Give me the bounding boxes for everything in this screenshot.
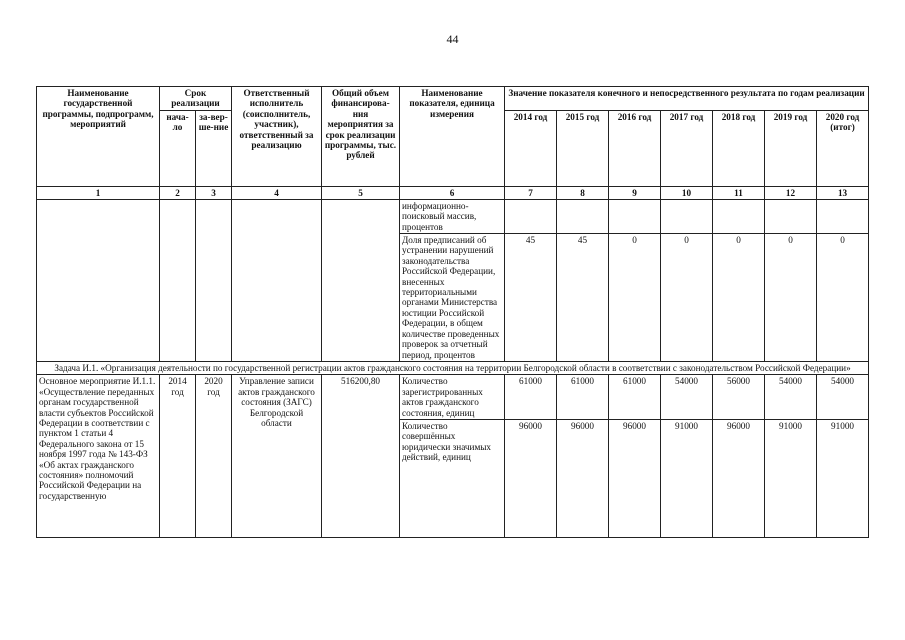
- column-number: 13: [817, 186, 869, 199]
- activity-finance: 516200,80: [322, 375, 400, 538]
- value-cell: 96000: [609, 419, 661, 537]
- value-cell: 91000: [661, 419, 713, 537]
- value-cell: 0: [817, 234, 869, 362]
- column-number: 6: [400, 186, 505, 199]
- header-responsible: Ответственный исполнитель (соисполнитель, участник), ответственный за реализацию: [232, 87, 322, 187]
- page-number: 44: [446, 32, 459, 46]
- value-cell: 0: [765, 234, 817, 362]
- value-cell: 96000: [557, 419, 609, 537]
- header-row-top: [37, 87, 869, 111]
- value-cell: 91000: [817, 419, 869, 537]
- header-end: за-вер-ше-ние: [196, 110, 232, 186]
- activity-start: 2014 год: [160, 375, 196, 538]
- value-cell: 0: [713, 234, 765, 362]
- activity-name: Основное мероприятие И.1.1. «Осуществление переданных органам государственной власти субъектов Российской Федерации в соответствии с пунктом 1 статьи 4 Федерального закона от 15 ноября 1997 года № 143-ФЗ «Об актах гражданского состояния» полномочий Российской Федерации на государственную: [37, 375, 160, 538]
- column-number: 9: [609, 186, 661, 199]
- value-cell: 0: [661, 234, 713, 362]
- header-start: нача-ло: [160, 110, 196, 186]
- header-year: 2018 год: [713, 110, 765, 186]
- value-cell: 54000: [661, 375, 713, 420]
- header-year: 2016 год: [609, 110, 661, 186]
- column-number: 3: [196, 186, 232, 199]
- column-number: 2: [160, 186, 196, 199]
- header-year: 2020 год (итог): [817, 110, 869, 186]
- activity-responsible: Управление записи актов гражданского состояния (ЗАГС) Белгородской области: [232, 375, 322, 538]
- indicators-table: [36, 86, 869, 538]
- value-cell: 0: [609, 234, 661, 362]
- header-indicator: Наименование показателя, единица измерения: [400, 87, 505, 187]
- task-title: Задача И.1. «Организация деятельности по государственной регистрации актов гражданского состояния на территории Белгородской области в соответствии с законодательством Российской Федерации»: [37, 361, 869, 374]
- value-cell: 54000: [765, 375, 817, 420]
- value-cell: 91000: [765, 419, 817, 537]
- indicator-cell: Количество совершённых юридически значимых действий, единиц: [400, 419, 505, 537]
- activity-end: 2020 год: [196, 375, 232, 538]
- column-number: 4: [232, 186, 322, 199]
- value-cell: 54000: [817, 375, 869, 420]
- indicator-cell: информационно-поисковый массив, процентов: [400, 199, 505, 233]
- task-row: [37, 361, 869, 374]
- column-number: 8: [557, 186, 609, 199]
- column-number: 10: [661, 186, 713, 199]
- header-term: Срок реализации: [160, 87, 232, 111]
- header-year: 2015 год: [557, 110, 609, 186]
- column-number-row: [37, 186, 869, 199]
- header-values-title: Значение показателя конечного и непосредственного результата по годам реализации: [505, 87, 869, 111]
- column-number: 12: [765, 186, 817, 199]
- value-cell: 61000: [557, 375, 609, 420]
- value-cell: 61000: [609, 375, 661, 420]
- value-cell: 96000: [713, 419, 765, 537]
- value-cell: 56000: [713, 375, 765, 420]
- header-finance: Общий объем финансирова-ния мероприятия за срок реализации программы, тыс. рублей: [322, 87, 400, 187]
- header-program-name: Наименование государственной программы, подпрограмм, мероприятий: [37, 87, 160, 187]
- column-number: 7: [505, 186, 557, 199]
- header-year: 2017 год: [661, 110, 713, 186]
- value-cell: 61000: [505, 375, 557, 420]
- table-row: [37, 375, 869, 420]
- table-row: [37, 199, 869, 233]
- column-number: 1: [37, 186, 160, 199]
- header-year: 2014 год: [505, 110, 557, 186]
- value-cell: 96000: [505, 419, 557, 537]
- column-number: 5: [322, 186, 400, 199]
- value-cell: 45: [505, 234, 557, 362]
- column-number: 11: [713, 186, 765, 199]
- value-cell: 45: [557, 234, 609, 362]
- indicator-cell: Количество зарегистрированных актов гражданского состояния, единиц: [400, 375, 505, 420]
- header-year: 2019 год: [765, 110, 817, 186]
- indicator-cell: Доля предписаний об устранении нарушений законодательства Российской Федерации, внесенных территориальными органами Министерства юстиции Российской Федерации, в общем количестве проведенных проверок за отчетный период, процентов: [400, 234, 505, 362]
